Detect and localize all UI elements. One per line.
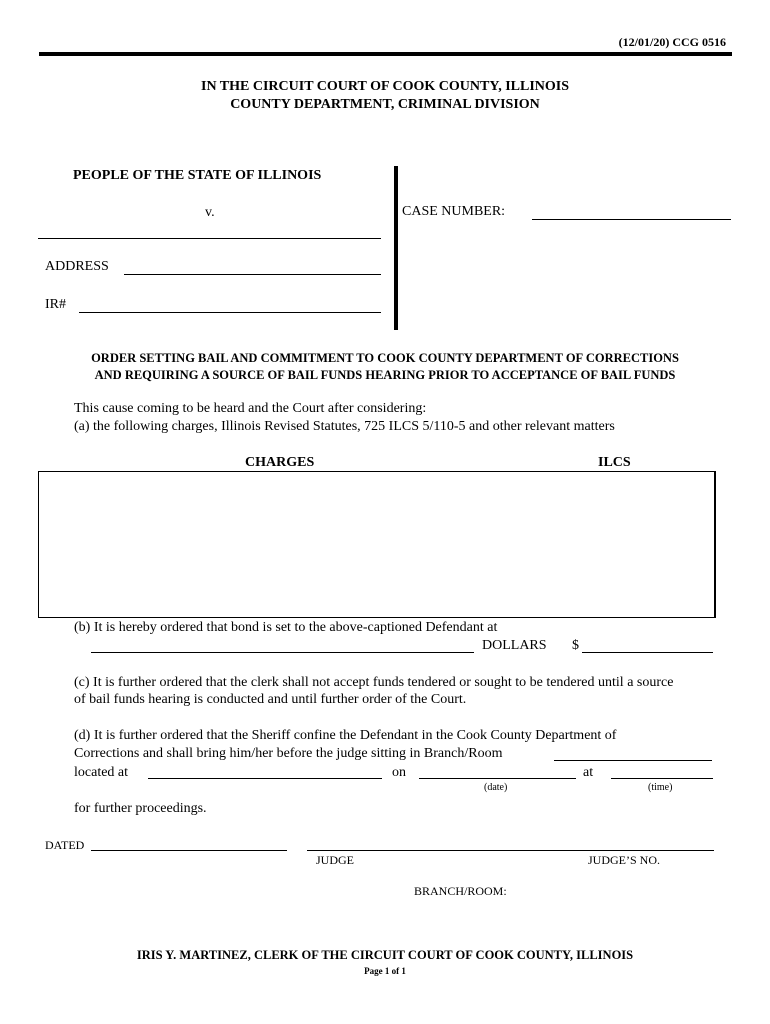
order-title-line-2: AND REQUIRING A SOURCE OF BAIL FUNDS HEARING PRIOR TO ACCEPTANCE OF BAIL FUNDS xyxy=(94,368,676,382)
intro-line-2: (a) the following charges, Illinois Revised Statutes, 725 ILCS 5/110-5 and other relevant matters xyxy=(74,419,615,434)
charges-header: CHARGES xyxy=(245,455,315,470)
at-label: at xyxy=(583,765,594,780)
intro-line-1: This cause coming to be heard and the Court after considering: xyxy=(74,401,427,416)
bond-amount-line[interactable] xyxy=(582,652,713,653)
dollars-label: DOLLARS xyxy=(482,638,547,653)
branch-room-line[interactable] xyxy=(554,760,712,761)
para-c-line-1: (c) It is further ordered that the clerk shall not accept funds tendered or sought to be tendered until a source xyxy=(74,675,674,690)
court-line-2: COUNTY DEPARTMENT, CRIMINAL DIVISION xyxy=(230,97,540,112)
form-code: (12/01/20) CCG 0516 xyxy=(618,35,726,49)
court-line-1: IN THE CIRCUIT COURT OF COOK COUNTY, ILLINOIS xyxy=(201,79,569,94)
dated-line[interactable] xyxy=(91,850,287,851)
judge-number-label: JUDGE’S NO. xyxy=(588,853,660,867)
branch-room-label: BRANCH/ROOM: xyxy=(414,884,507,898)
date-caption: (date) xyxy=(484,782,508,793)
order-title xyxy=(0,350,770,384)
clerk-footer: IRIS Y. MARTINEZ, CLERK OF THE CIRCUIT COURT OF COOK COUNTY, ILLINOIS xyxy=(136,948,634,962)
ir-label: IR# xyxy=(45,297,66,312)
page-number: Page 1 of 1 xyxy=(364,966,406,976)
date-line[interactable] xyxy=(419,778,576,779)
location-line[interactable] xyxy=(148,778,382,779)
order-title-line-1: ORDER SETTING BAIL AND COMMITMENT TO COOK COUNTY DEPARTMENT OF CORRECTIONS xyxy=(91,351,679,365)
judge-signature-line[interactable] xyxy=(307,850,714,851)
ilcs-header: ILCS xyxy=(598,455,631,470)
address-line[interactable] xyxy=(124,274,381,275)
caption-divider xyxy=(394,166,398,330)
para-c-line-2: of bail funds hearing is conducted and until further order of the Court. xyxy=(74,692,467,707)
defendant-name-line[interactable] xyxy=(38,238,381,239)
judge-label: JUDGE xyxy=(316,853,354,867)
ir-number-line[interactable] xyxy=(79,312,381,313)
header-rule xyxy=(39,52,732,56)
on-label: on xyxy=(392,765,406,780)
para-d-line-2: Corrections and shall bring him/her before the judge sitting in Branch/Room xyxy=(74,746,503,761)
further-proceedings: for further proceedings. xyxy=(74,801,207,816)
para-d-line-1: (d) It is further ordered that the Sheriff confine the Defendant in the Cook County Department of xyxy=(74,728,617,743)
versus-label: v. xyxy=(205,205,215,220)
charges-box[interactable] xyxy=(38,471,716,618)
case-number-label: CASE NUMBER: xyxy=(402,204,506,219)
address-label: ADDRESS xyxy=(45,259,109,274)
court-heading xyxy=(0,78,770,114)
case-number-line[interactable] xyxy=(532,219,731,220)
plaintiff-name: PEOPLE OF THE STATE OF ILLINOIS xyxy=(73,168,322,183)
bond-amount-words-line[interactable] xyxy=(91,652,474,653)
bond-text: (b) It is hereby ordered that bond is set to the above-captioned Defendant at xyxy=(74,620,498,635)
time-line[interactable] xyxy=(611,778,713,779)
dollar-sign: $ xyxy=(572,638,579,653)
time-caption: (time) xyxy=(648,782,673,793)
located-at-label: located at xyxy=(74,765,129,780)
dated-label: DATED xyxy=(45,838,85,852)
